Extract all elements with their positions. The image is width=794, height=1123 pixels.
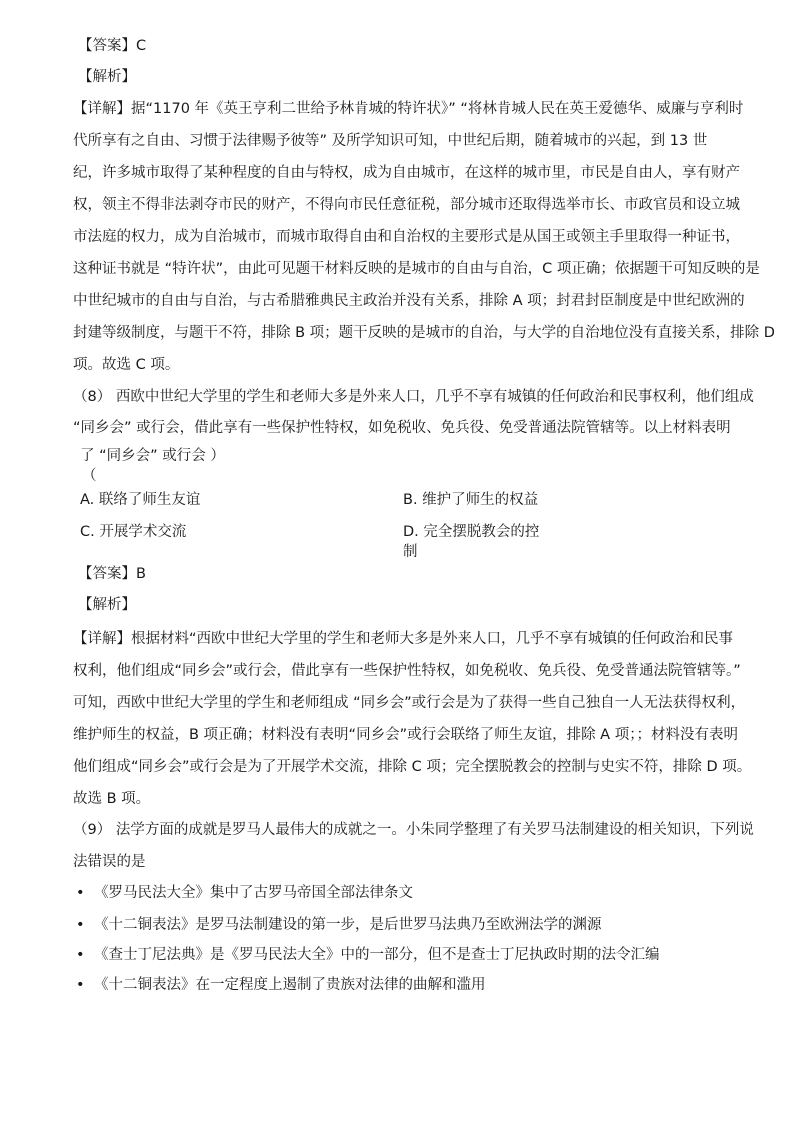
bullet-item: 《罗马民法大全》集中了古罗马帝国全部法律条文 (94, 885, 413, 901)
question-stem: 了 “同乡会” 或行会 ） (80, 448, 225, 464)
detail-line: 可知，西欧中世纪大学里的学生和老师组成 “同乡会”或行会是为了获得一些自己独自一人无法获得权利， (73, 695, 746, 711)
bullet-icon: • (76, 947, 85, 963)
bullet-icon: • (76, 977, 85, 993)
detail-line: 纪，许多城市取得了某种程度的自由与特权，成为自由城市，在这样的城市里，市民是自由人，享有财产 (73, 165, 740, 181)
option-d: D. 完全摆脱教会的控 (403, 524, 540, 540)
detail-line: 代所享有之自由、习惯于法律赐予彼等” 及所学知识可知，中世纪后期，随着城市的兴起，到 13 世 (73, 133, 708, 149)
bullet-icon: • (76, 885, 85, 901)
answer-label: 【答案】B (78, 566, 146, 582)
detail-line: 【详解】根据材料“西欧中世纪大学里的学生和老师大多是外来人口，几乎不享有城镇的任何政治和民事 (73, 631, 734, 647)
detail-line: 故选 B 项。 (73, 791, 151, 807)
option-c: C. 开展学术交流 (80, 524, 187, 540)
question-stem: （8） 西欧中世纪大学里的学生和老师大多是外来人口，几乎不享有城镇的任何政治和民事权利，他们组成 (73, 389, 754, 405)
question-stem: （9） 法学方面的成就是罗马人最伟大的成就之一。小朱同学整理了有关罗马法制建设的相关知识，下列说 (73, 822, 754, 838)
analysis-label: 【解析】 (78, 597, 136, 613)
option-d-continued: 制 (403, 544, 418, 560)
detail-line: 维护师生的权益，B 项正确；材料没有表明“同乡会”或行会联络了师生友谊，排除 A 项；；材料没有表明 (73, 727, 738, 743)
detail-line: 封建等级制度，与题干不符，排除 B 项；题干反映的是城市的自治，与大学的自治地位没有直接关系，排除 D (73, 325, 775, 341)
detail-line: 权，领主不得非法剥夺市民的财产，不得向市民任意征税，部分城市还取得选举市长、市政官员和设立城 (73, 197, 740, 213)
question-stem: “同乡会” 或行会，借此享有一些保护性特权，如免税收、免兵役、免受普通法院管辖等。以上材料表明 (73, 420, 731, 436)
bullet-item: 《十二铜表法》在一定程度上遏制了贵族对法律的曲解和滥用 (94, 977, 486, 993)
detail-line: 【详解】据“1170 年《英王亨利二世给予林肯城的特许状》” “将林肯城人民在英王爱德华、威廉与亨利时 (73, 101, 744, 117)
bullet-icon: • (76, 917, 85, 933)
answer-label: 【答案】C (78, 38, 147, 54)
option-a: A. 联络了师生友谊 (80, 492, 201, 508)
bullet-item: 《查士丁尼法典》是《罗马民法大全》中的一部分，但不是查士丁尼执政时期的法令汇编 (94, 947, 660, 963)
detail-line: 市法庭的权力，成为自治城市，而城市取得自由和自治权的主要形式是从国王或领主手里取得一种证书， (73, 229, 740, 245)
bullet-item: 《十二铜表法》是罗马法制建设的第一步，是后世罗马法典乃至欧洲法学的渊源 (94, 917, 602, 933)
question-stem: （ (82, 468, 97, 484)
analysis-label: 【解析】 (78, 69, 136, 85)
detail-line: 他们组成“同乡会”或行会是为了开展学术交流，排除 C 项；完全摆脱教会的控制与史实不符，排除 D 项。 (73, 759, 752, 775)
detail-line: 权利，他们组成“同乡会”或行会，借此享有一些保护性特权，如免税收、免兵役、免受普通法院管辖等。” (73, 663, 741, 679)
option-b: B. 维护了师生的权益 (403, 492, 539, 508)
detail-line: 中世纪城市的自由与自治，与古希腊雅典民主政治并没有关系，排除 A 项；封君封臣制度是中世纪欧洲的 (73, 293, 745, 309)
question-stem: 法错误的是 (73, 854, 146, 870)
detail-line: 项。故选 C 项。 (73, 357, 180, 373)
detail-line: 这种证书就是 “特许状”，由此可见题干材料反映的是城市的自由与自治，C 项正确；依据题干可知反映的是 (73, 261, 760, 277)
